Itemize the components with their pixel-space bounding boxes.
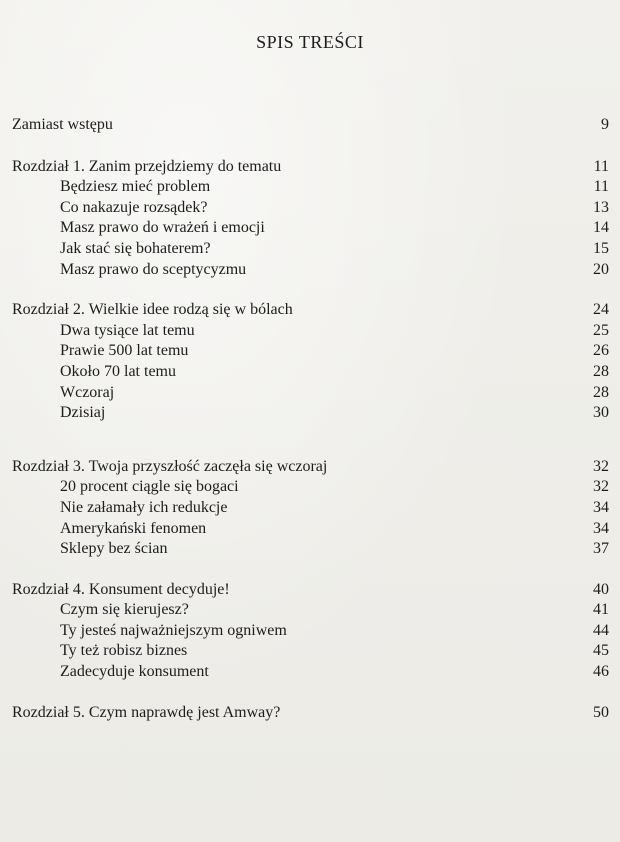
toc-subentry-page: 37	[593, 540, 609, 558]
toc-subentry-page: 15	[593, 239, 609, 257]
toc-subentry-label: Sklepy bez ścian	[60, 540, 168, 558]
toc-subentry	[12, 239, 609, 260]
toc-subentry-page: 46	[593, 663, 609, 681]
toc-subentry	[12, 662, 609, 683]
toc-chapter-label: Rozdział 5. Czym naprawdę jest Amway?	[12, 703, 281, 721]
toc-entry-page: 9	[601, 116, 609, 133]
toc-chapter-label: Rozdział 1. Zanim przejdziemy do tematu	[12, 157, 282, 175]
toc-subentry-label: Około 70 lat temu	[60, 362, 176, 380]
toc-subentry	[12, 341, 609, 362]
toc-subentry-page: 28	[593, 383, 609, 401]
toc-subentry-label: Czym się kierujesz?	[60, 601, 189, 619]
toc-subentry	[12, 403, 609, 424]
toc-chapter-4	[12, 580, 609, 601]
page-title: SPIS TREŚCI	[256, 32, 364, 52]
toc-subentry-page: 34	[593, 498, 609, 516]
toc-subentry	[12, 218, 609, 239]
toc-subentry	[12, 641, 609, 662]
toc-subentry-label: Zadecyduje konsument	[60, 663, 209, 681]
toc-subentry-label: Nie załamały ich redukcje	[60, 498, 228, 516]
toc-subentry-label: Dwa tysiące lat temu	[60, 321, 195, 339]
toc-chapter-page: 50	[593, 703, 609, 721]
toc-subentry-page: 11	[593, 178, 609, 196]
toc-subentry-page: 32	[593, 478, 609, 496]
toc-subentry-page: 30	[593, 404, 609, 422]
toc-subentry	[12, 198, 609, 219]
toc-subentry-label: Amerykański fenomen	[60, 519, 207, 537]
toc-subentry-label: Co nakazuje rozsądek?	[60, 198, 208, 216]
toc-entry-label: Zamiast wstępu	[12, 116, 113, 133]
toc-subentry-page: 34	[593, 519, 609, 537]
toc-chapter-page: 32	[593, 457, 609, 475]
toc-chapter-1	[12, 157, 609, 178]
toc-subentry	[12, 177, 609, 198]
toc-subentry	[12, 621, 609, 642]
table-of-contents	[12, 115, 609, 723]
toc-subentry-label: Prawie 500 lat temu	[60, 342, 189, 360]
toc-chapter-page: 11	[593, 157, 609, 175]
toc-subentry	[12, 498, 609, 519]
toc-subentry-label: 20 procent ciągle się bogaci	[60, 478, 239, 496]
toc-subentry	[12, 477, 609, 498]
toc-subentry	[12, 362, 609, 383]
toc-subentry-page: 26	[593, 342, 609, 360]
toc-chapter-2	[12, 300, 609, 321]
toc-subentry-label: Masz prawo do sceptycyzmu	[60, 260, 247, 278]
toc-subentry-label: Jak stać się bohaterem?	[60, 239, 211, 257]
toc-subentry-page: 25	[593, 321, 609, 339]
toc-subentry-page: 14	[593, 219, 609, 237]
toc-subentry-page: 41	[593, 601, 609, 619]
toc-subentry-page: 44	[593, 621, 609, 639]
toc-chapter-label: Rozdział 3. Twoja przyszłość zaczęła się wczoraj	[12, 457, 328, 475]
toc-subentry-label: Będziesz mieć problem	[60, 178, 211, 196]
toc-subentry-label: Masz prawo do wrażeń i emocji	[60, 219, 265, 237]
toc-subentry	[12, 383, 609, 404]
toc-subentry	[12, 600, 609, 621]
toc-chapter-page: 24	[593, 301, 609, 319]
toc-subentry-label: Ty też robisz biznes	[60, 642, 188, 660]
toc-chapter-3	[12, 457, 609, 478]
toc-subentry-page: 20	[593, 260, 609, 278]
toc-chapter-page: 40	[593, 580, 609, 598]
toc-chapter-label: Rozdział 2. Wielkie idee rodzą się w bólach	[12, 301, 293, 319]
toc-subentry-label: Ty jesteś najważniejszym ogniwem	[60, 621, 287, 639]
toc-subentry-label: Dzisiaj	[60, 404, 106, 422]
toc-subentry-page: 45	[593, 642, 609, 660]
toc-subentry	[12, 539, 609, 560]
toc-chapter-label: Rozdział 4. Konsument decyduje!	[12, 580, 230, 598]
toc-subentry-page: 28	[593, 362, 609, 380]
toc-subentry-label: Wczoraj	[60, 383, 115, 401]
toc-subentry	[12, 260, 609, 281]
toc-subentry	[12, 321, 609, 342]
toc-subentry	[12, 519, 609, 540]
toc-subentry-page: 13	[593, 198, 609, 216]
toc-chapter-5	[12, 703, 609, 724]
toc-entry-intro	[12, 115, 609, 136]
